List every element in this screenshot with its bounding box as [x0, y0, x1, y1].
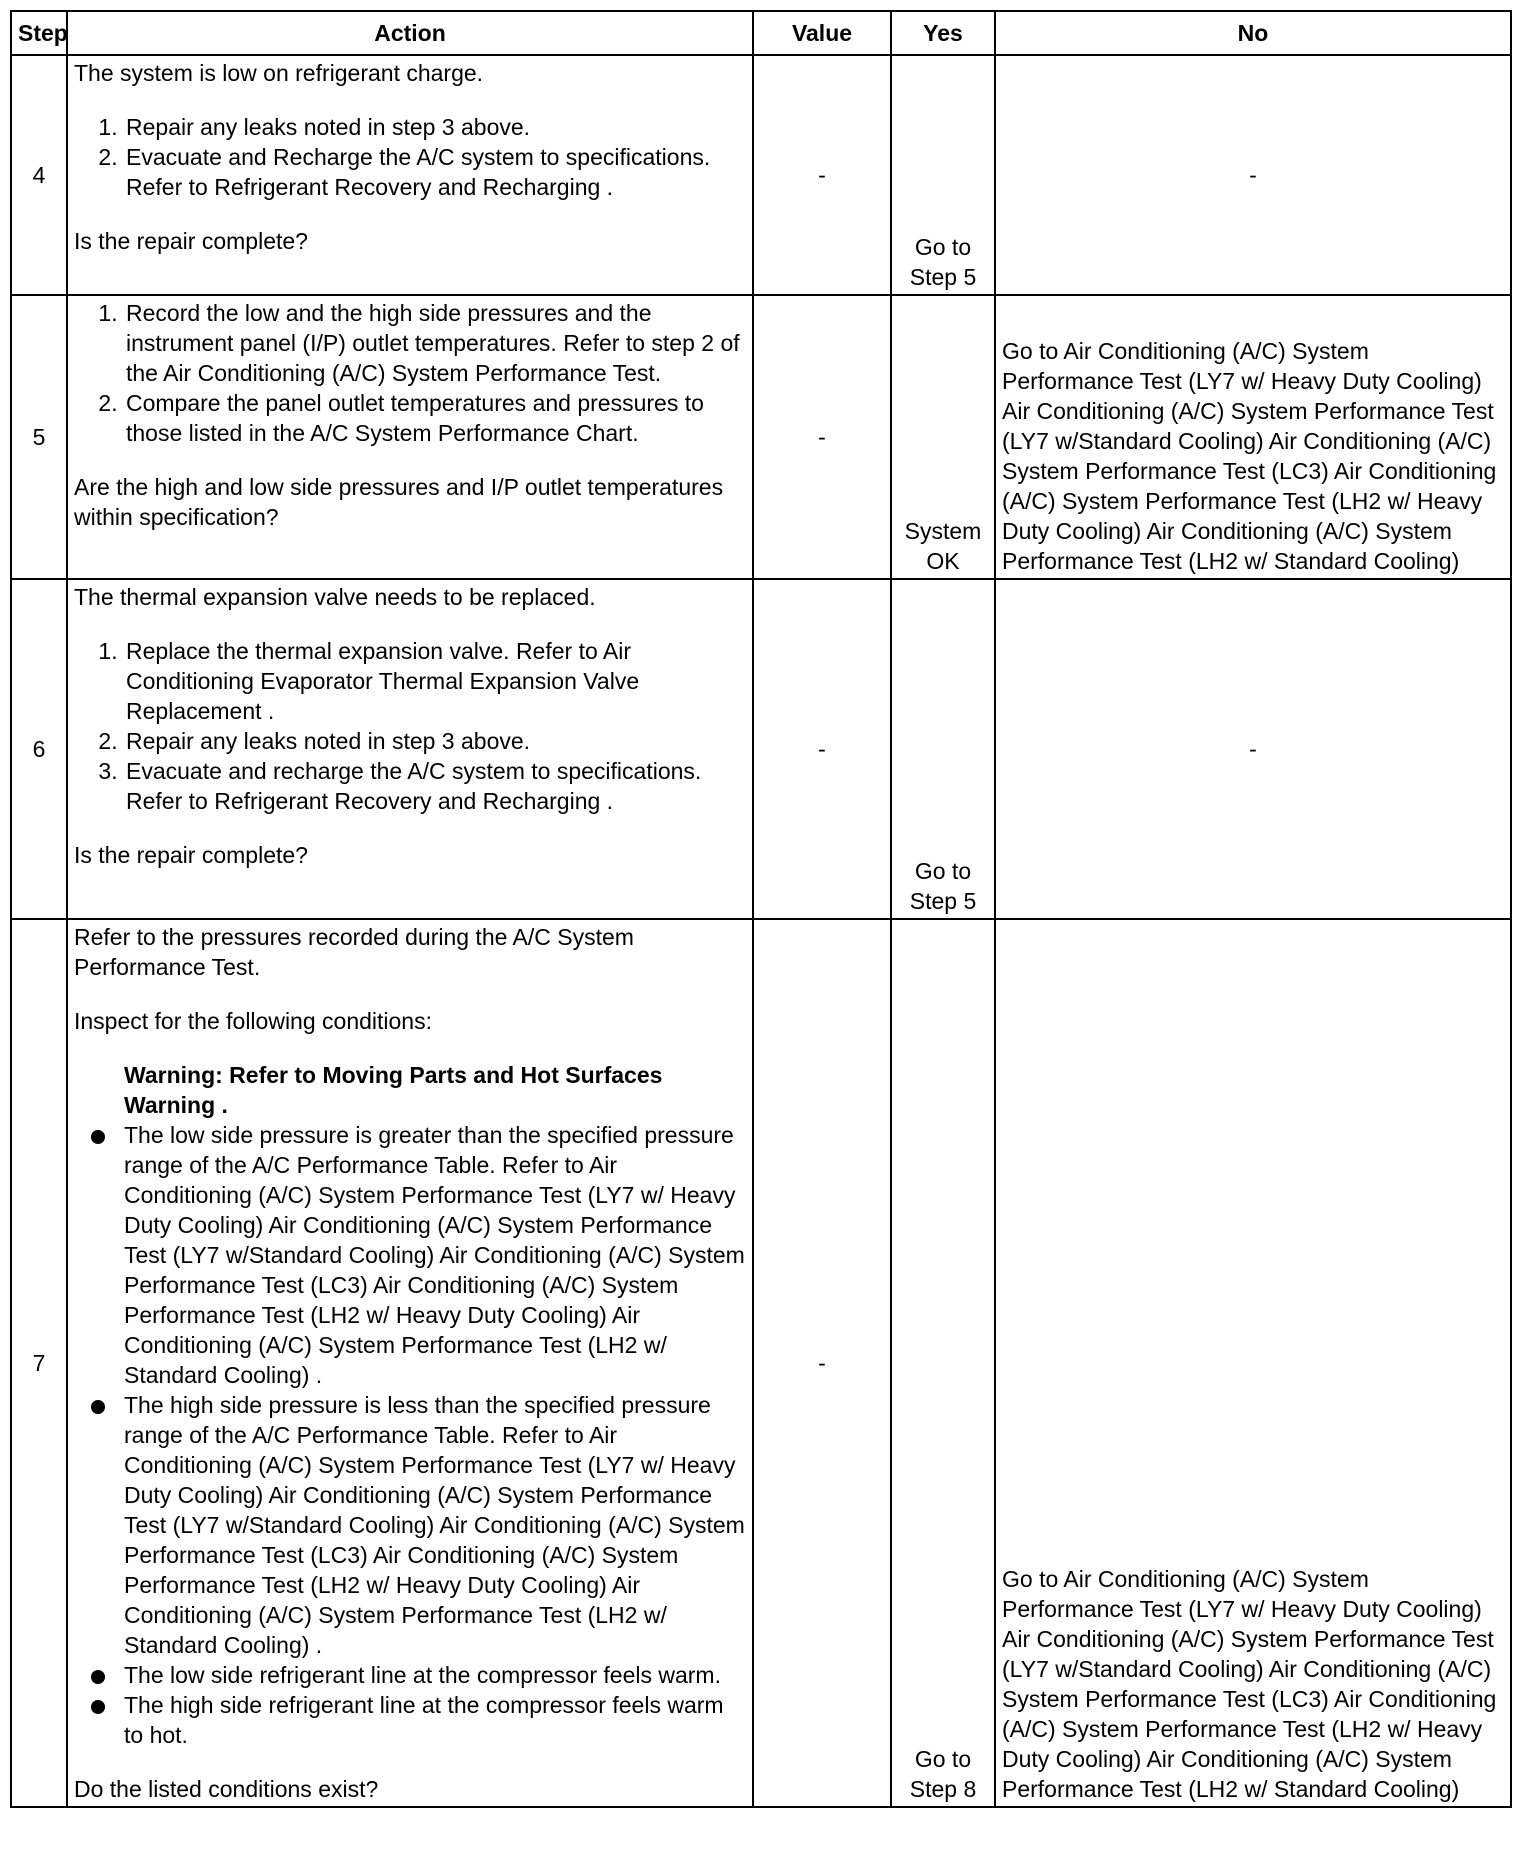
list-item-text: The high side refrigerant line at the compressor feels warm to hot.: [124, 1692, 724, 1748]
action-steps: [74, 636, 746, 816]
no-cell: Go to Air Conditioning (A/C) System Performance Test (LY7 w/ Heavy Duty Cooling) Air Conditioning (A/C) System Performance Test (LY7 w/Standard Cooling) Air Conditioning (A/C) System Performance Test (LC3) Air Conditioning (A/C) System Performance Test (LH2 w/ Heavy Duty Cooling) Air Conditioning (A/C) System Performance Test (LH2 w/ Standard Cooling): [995, 919, 1511, 1807]
step-number: 6: [11, 579, 67, 919]
table-row-step-4: [11, 55, 1511, 295]
action-intro: The thermal expansion valve needs to be replaced.: [74, 584, 596, 610]
bullet-icon: [91, 1700, 105, 1714]
no-cell: -: [995, 579, 1511, 919]
table-row-step-5: [11, 295, 1511, 579]
action-cell: [67, 295, 753, 579]
header-row: [11, 11, 1511, 55]
action-cell: [67, 919, 753, 1807]
action-intro: The system is low on refrigerant charge.: [74, 60, 484, 86]
list-item: [124, 1390, 746, 1660]
action-steps: [74, 298, 746, 448]
no-cell: Go to Air Conditioning (A/C) System Performance Test (LY7 w/ Heavy Duty Cooling) Air Conditioning (A/C) System Performance Test (LY7 w/Standard Cooling) Air Conditioning (A/C) System Performance Test (LC3) Air Conditioning (A/C) System Performance Test (LH2 w/ Heavy Duty Cooling) Air Conditioning (A/C) System Performance Test (LH2 w/ Standard Cooling): [995, 295, 1511, 579]
bullet-icon: [91, 1400, 105, 1414]
list-item: 2. Evacuate and Recharge the A/C system to specifications. Refer to Refrigerant Recovery and Recharging .: [124, 142, 746, 202]
value-cell: -: [753, 295, 891, 579]
list-item: [124, 1660, 746, 1690]
action-cell: [67, 55, 753, 295]
yes-cell: Go to Step 5: [891, 579, 995, 919]
list-item-text: The low side pressure is greater than the specified pressure range of the A/C Performance Table. Refer to Air Conditioning (A/C) System Performance Test (LY7 w/ Heavy Duty Cooling) Air Conditioning (A/C) System Performance Test (LY7 w/Standard Cooling) Air Conditioning (A/C) System Performance Test (LC3) Air Conditioning (A/C) System Performance Test (LH2 w/ Heavy Duty Cooling) Air Conditioning (A/C) System Performance Test (LH2 w/ Standard Cooling) .: [124, 1122, 745, 1388]
header-action: Action: [67, 11, 753, 55]
list-item: 1. Repair any leaks noted in step 3 above.: [124, 112, 746, 142]
header-no: No: [995, 11, 1511, 55]
yes-cell: System OK: [891, 295, 995, 579]
action-steps: [74, 112, 746, 202]
action-question: Is the repair complete?: [74, 842, 308, 868]
yes-cell: Go to Step 5: [891, 55, 995, 295]
list-item: 2. Repair any leaks noted in step 3 above.: [124, 726, 746, 756]
bullet-icon: [91, 1130, 105, 1144]
warning-note: Warning: Refer to Moving Parts and Hot Surfaces Warning .: [124, 1062, 663, 1118]
list-item: [124, 1690, 746, 1750]
action-intro: Refer to the pressures recorded during the A/C System Performance Test.: [74, 924, 634, 980]
action-question: Is the repair complete?: [74, 228, 308, 254]
diagnostic-table: [10, 10, 1512, 1808]
list-item-text: The low side refrigerant line at the compressor feels warm.: [124, 1662, 721, 1688]
table-row-step-7: [11, 919, 1511, 1807]
list-item: 2. Compare the panel outlet temperatures and pressures to those listed in the A/C System Performance Chart.: [124, 388, 746, 448]
action-question: Are the high and low side pressures and I/P outlet temperatures within specification?: [74, 474, 724, 530]
action-cell: [67, 579, 753, 919]
list-item: 1. Record the low and the high side pressures and the instrument panel (I/P) outlet temperatures. Refer to step 2 of the Air Conditioning (A/C) System Performance Test.: [124, 298, 746, 388]
list-item-text: The high side pressure is less than the specified pressure range of the A/C Performance Table. Refer to Air Conditioning (A/C) System Performance Test (LY7 w/ Heavy Duty Cooling) Air Conditioning (A/C) System Performance Test (LY7 w/Standard Cooling) Air Conditioning (A/C) System Performance Test (LC3) Air Conditioning (A/C) System Performance Test (LH2 w/ Heavy Duty Cooling) Air Conditioning (A/C) System Performance Test (LH2 w/ Standard Cooling) .: [124, 1392, 745, 1658]
condition-list: [74, 1120, 746, 1750]
yes-cell: Go to Step 8: [891, 919, 995, 1807]
list-item: 3. Evacuate and recharge the A/C system to specifications. Refer to Refrigerant Recovery and Recharging .: [124, 756, 746, 816]
header-value: Value: [753, 11, 891, 55]
bullet-icon: [91, 1670, 105, 1684]
no-cell: -: [995, 55, 1511, 295]
step-number: 5: [11, 295, 67, 579]
step-number: 4: [11, 55, 67, 295]
list-item: 1. Replace the thermal expansion valve. Refer to Air Conditioning Evaporator Thermal Expansion Valve Replacement .: [124, 636, 746, 726]
action-question: Do the listed conditions exist?: [74, 1776, 379, 1802]
action-intro-2: Inspect for the following conditions:: [74, 1008, 432, 1034]
value-cell: -: [753, 579, 891, 919]
value-cell: -: [753, 919, 891, 1807]
header-yes: Yes: [891, 11, 995, 55]
header-step: Step: [11, 11, 67, 55]
table-row-step-6: [11, 579, 1511, 919]
step-number: 7: [11, 919, 67, 1807]
value-cell: -: [753, 55, 891, 295]
list-item: [124, 1120, 746, 1390]
